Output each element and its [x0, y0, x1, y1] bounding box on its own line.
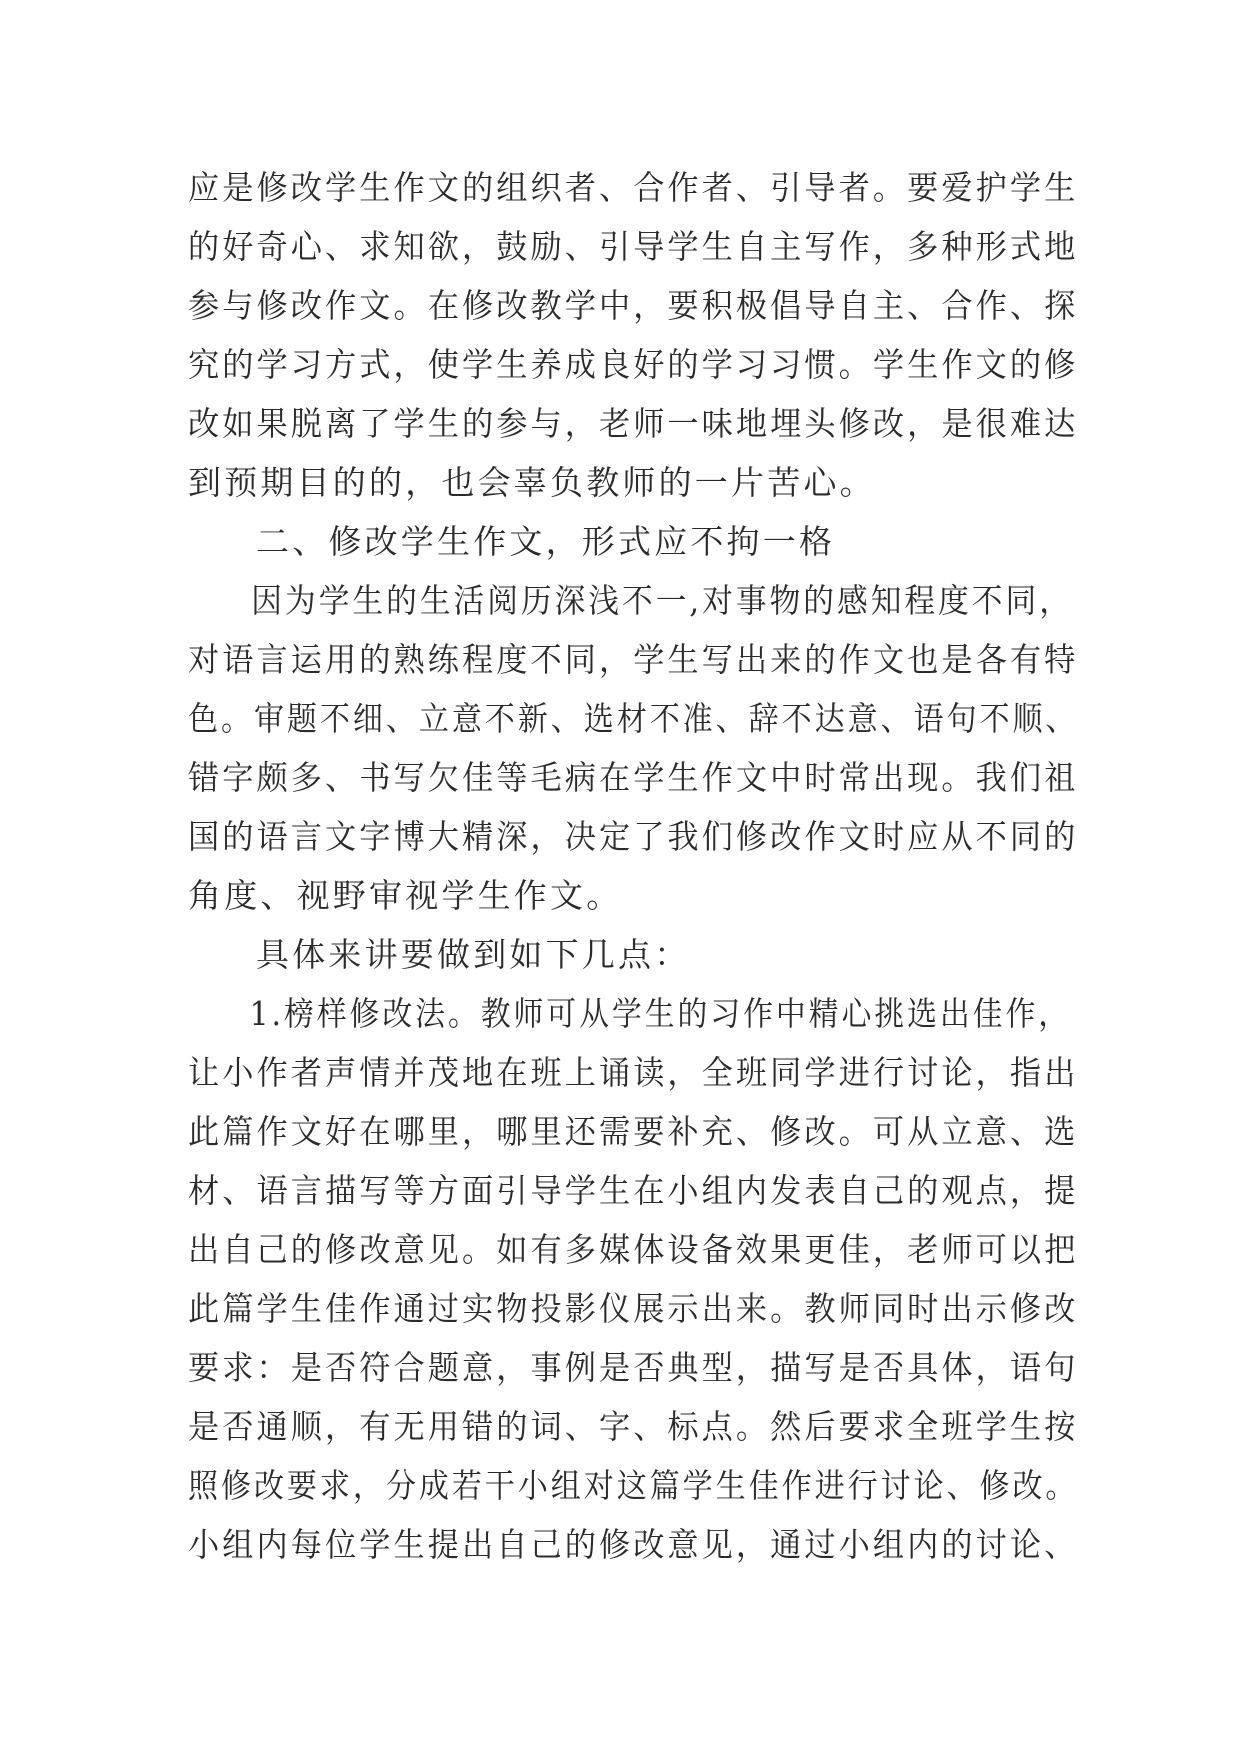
text-line: 究的学习方式，使学生养成良好的学习习惯。学生作文的修: [188, 345, 1079, 384]
text-line: 材、语言描写等方面引导学生在小组内发表自己的观点，提: [188, 1171, 1079, 1210]
text-line: 是否通顺，有无用错的词、字、标点。然后要求全班学生按: [188, 1407, 1079, 1446]
text-line: 具体来讲要做到如下几点：: [256, 935, 691, 974]
text-line: 1.榜样修改法。教师可从学生的习作中精心挑选出佳作，: [249, 994, 1072, 1033]
text-line: 因为学生的生活阅历深浅不一,对事物的感知程度不同，: [251, 581, 1073, 620]
text-line: 小组内每位学生提出自己的修改意见，通过小组内的讨论、: [188, 1525, 1079, 1564]
text-line: 要求：是否符合题意，事例是否典型，描写是否具体，语句: [188, 1348, 1079, 1387]
text-line: 参与修改作文。在修改教学中，要积极倡导自主、合作、探: [188, 286, 1079, 325]
text-line: 错字颇多、书写欠佳等毛病在学生作文中时常出现。我们祖: [188, 758, 1079, 797]
text-line: 出自己的修改意见。如有多媒体设备效果更佳，老师可以把: [188, 1230, 1079, 1269]
text-line: 应是修改学生作文的组织者、合作者、引导者。要爱护学生: [188, 168, 1079, 207]
text-line: 照修改要求，分成若干小组对这篇学生佳作进行讨论、修改。: [188, 1466, 1079, 1505]
document-body: [188, 158, 1078, 1574]
text-line: 二、修改学生作文，形式应不拘一格: [256, 522, 836, 561]
text-line: 对语言运用的熟练程度不同，学生写出来的作文也是各有特: [188, 640, 1079, 679]
text-line: 角度、视野审视学生作文。: [188, 876, 623, 915]
text-line: 此篇学生佳作通过实物投影仪展示出来。教师同时出示修改: [188, 1289, 1079, 1328]
text-line: 色。审题不细、立意不新、选材不准、辞不达意、语句不顺、: [188, 699, 1079, 738]
text-line: 到预期目的的，也会辜负教师的一片苦心。: [188, 463, 876, 502]
text-line: 的好奇心、求知欲，鼓励、引导学生自主写作，多种形式地: [188, 227, 1079, 266]
text-line: 改如果脱离了学生的参与，老师一味地埋头修改，是很难达: [188, 404, 1079, 443]
text-line: 此篇作文好在哪里，哪里还需要补充、修改。可从立意、选: [188, 1112, 1079, 1151]
text-line: 让小作者声情并茂地在班上诵读，全班同学进行讨论，指出: [188, 1053, 1079, 1092]
text-line: 国的语言文字博大精深，决定了我们修改作文时应从不同的: [188, 817, 1079, 856]
